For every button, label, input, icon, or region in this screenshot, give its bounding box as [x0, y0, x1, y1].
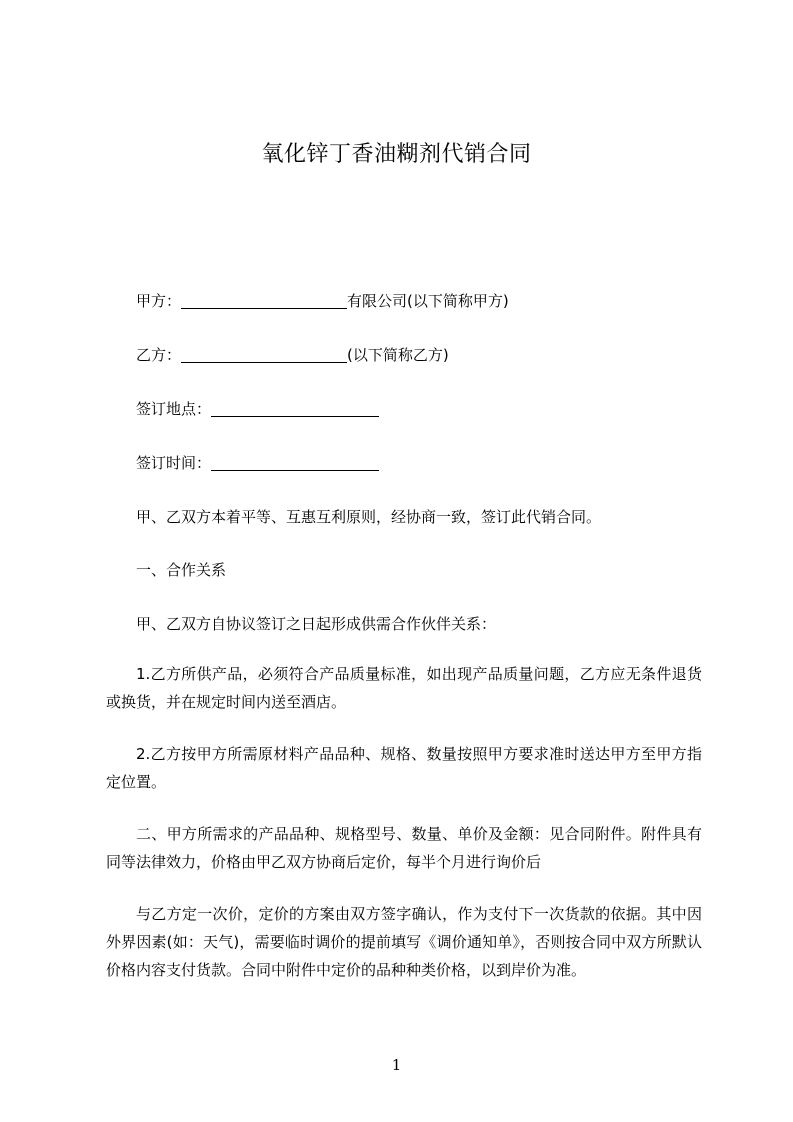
- party-b-label: 乙方：: [136, 346, 182, 364]
- sign-time-label: 签订时间：: [136, 454, 212, 472]
- sign-time-blank: [211, 456, 379, 471]
- party-b-blank: [181, 348, 347, 363]
- section2-paragraph: 二、甲方所需求的产品品种、规格型号、数量、单价及金额：见合同附件。附件具有同等法律效力，价格由甲乙双方协商后定价，每半个月进行询价后: [106, 825, 702, 871]
- sign-place-line: [136, 399, 379, 419]
- party-a-line: [136, 291, 509, 311]
- sign-time-line: [136, 453, 379, 473]
- sign-place-blank: [211, 402, 379, 417]
- party-a-blank: [181, 294, 347, 309]
- sign-place-label: 签订地点：: [136, 400, 212, 418]
- party-a-label: 甲方：: [136, 292, 182, 310]
- party-b-line: [136, 345, 449, 365]
- section1-heading: 一、合作关系: [136, 561, 227, 579]
- party-a-suffix: 有限公司(以下简称甲方): [347, 292, 509, 310]
- page-number: 1: [391, 1056, 402, 1074]
- party-b-suffix: (以下简称乙方): [347, 346, 449, 364]
- item-1: 1.乙方所供产品，必须符合产品质量标准，如出现产品质量问题，乙方应无条件退货或换货，并在规定时间内送至酒店。: [106, 665, 702, 711]
- item-2: 2.乙方按甲方所需原材料产品品种、规格、数量按照甲方要求准时送达甲方至甲方指定位置。: [106, 745, 702, 791]
- section1-intro: 甲、乙双方自协议签订之日起形成供需合作伙伴关系：: [136, 615, 497, 633]
- intro-paragraph: 甲、乙双方本着平等、互惠互利原则，经协商一致，签订此代销合同。: [136, 508, 602, 526]
- section2-continuation: 与乙方定一次价，定价的方案由双方签字确认，作为支付下一次货款的依据。其中因外界因素(如：天气)，需要临时调价的提前填写《调价通知单》，否则按合同中双方所默认价格内容支付货款。合同中附件中定价的品种种类价格，以到岸价为准。: [106, 905, 702, 979]
- document-title: 氧化锌丁香油糊剂代销合同: [261, 142, 532, 167]
